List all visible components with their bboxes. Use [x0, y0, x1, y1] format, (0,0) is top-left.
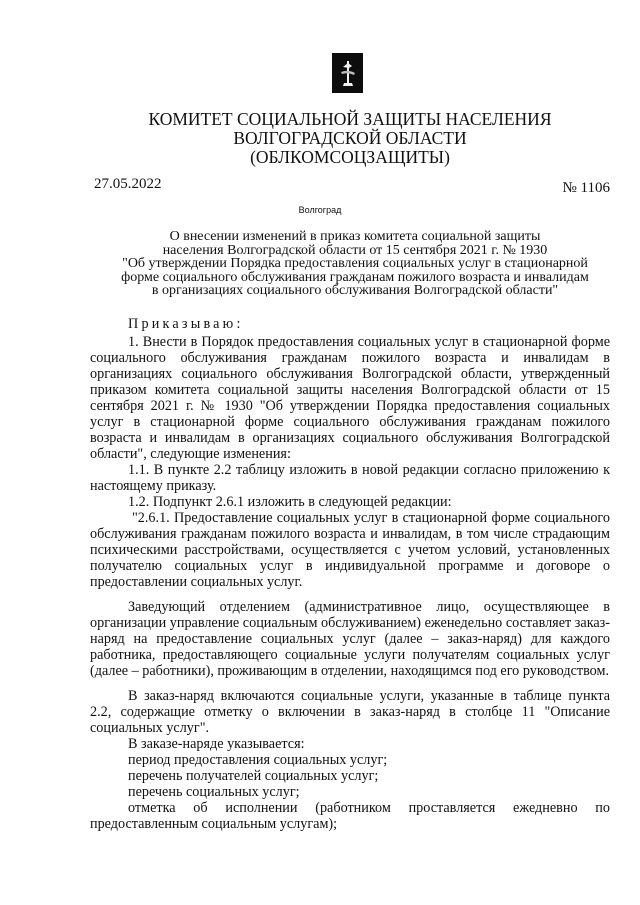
order-heading: Приказываю: [128, 316, 244, 332]
organization-title [140, 110, 560, 167]
paragraph-2-6-1: "2.6.1. Предоставление социальных услуг в стационарной форме социального обслуживания гражданам пожилого возраста и инвалидам, в том числе страдающим психическими расстройствами, осуществляется с учетом условий, установленных получателю социальных услуг в индивидуальной программе и договоре о предоставлении социальных услуг. [90, 510, 610, 590]
list-item-mark: отметка об исполнении (работником проставляется ежедневно по предоставленным социальным услугам); [90, 800, 610, 832]
spacer [90, 590, 610, 599]
list-item-services: перечень социальных услуг; [128, 784, 300, 800]
subject-line-1: О внесении изменений в приказ комитета социальной защиты [169, 229, 541, 244]
list-item-period: период предоставления социальных услуг; [128, 752, 388, 768]
paragraph-1: 1. Внести в Порядок предоставления социальных услуг в стационарной форме социального обслуживания гражданам пожилого возраста и инвалидам в организациях социального обслуживания Волгоградской области, утвержденный приказом комитета социальной защиты населения Волгоградской области от 15 сентября 2021 г. № 1930 "Об утверждении Порядка предоставления социальных услуг в стационарной форме социального обслуживания гражданам пожилого возраста и инвалидам в организациях социального обслуживания Волгоградской области", следующие изменения: [90, 334, 610, 462]
document-city: Волгоград [298, 205, 342, 215]
org-title-line-1: КОМИТЕТ СОЦИАЛЬНОЙ ЗАЩИТЫ НАСЕЛЕНИЯ [148, 109, 552, 129]
document-subject [90, 230, 620, 298]
org-title-line-2: ВОЛГОГРАДСКОЙ ОБЛАСТИ [233, 128, 467, 148]
document-date: 27.05.2022 [94, 176, 162, 192]
paragraph-indicated: В заказе-наряде указывается: [128, 736, 305, 752]
subject-line-4: форме социального обслуживания гражданам пожилого возраста и инвалидам [121, 269, 589, 285]
subject-line-3: "Об утверждении Порядка предоставления социальных услуг в стационарной [122, 256, 588, 271]
paragraph-1-1: 1.1. В пункте 2.2 таблицу изложить в новой редакции согласно приложению к настоящему приказу. [90, 462, 610, 494]
document-body [90, 316, 610, 832]
emblem-shield-icon [332, 53, 363, 93]
paragraph-manager: Заведующий отделением (административное лицо, осуществляющее в организации управление социальным обслуживанием) еженедельно составляет заказ-наряд на предоставление социальных услуг (далее – заказ-наряд) для каждого работника, предоставляющего социальные услуги получателям социальных услуг (далее – работники), проживающим в отделении, находящимся под его руководством. [90, 599, 610, 679]
org-title-line-3: (ОБЛКОМСОЦЗАЩИТЫ) [250, 147, 450, 167]
coat-of-arms-emblem-icon [332, 53, 363, 93]
subject-line-2: населения Волгоградской области от 15 сентября 2021 г. № 1930 [162, 242, 548, 258]
paragraph-1-2: 1.2. Подпункт 2.6.1 изложить в следующей редакции: [128, 494, 452, 510]
subject-line-5: в организациях социального обслуживания Волгоградской области" [151, 283, 559, 298]
paragraph-include: В заказ-наряд включаются социальные услуги, указанные в таблице пункта 2.2, содержащие отметку о включении в заказ-наряд в столбце 11 "Описание социальных услуг". [90, 688, 610, 736]
document-number: № 1106 [562, 180, 610, 196]
spacer [90, 679, 610, 688]
list-item-recipients: перечень получателей социальных услуг; [128, 768, 379, 784]
